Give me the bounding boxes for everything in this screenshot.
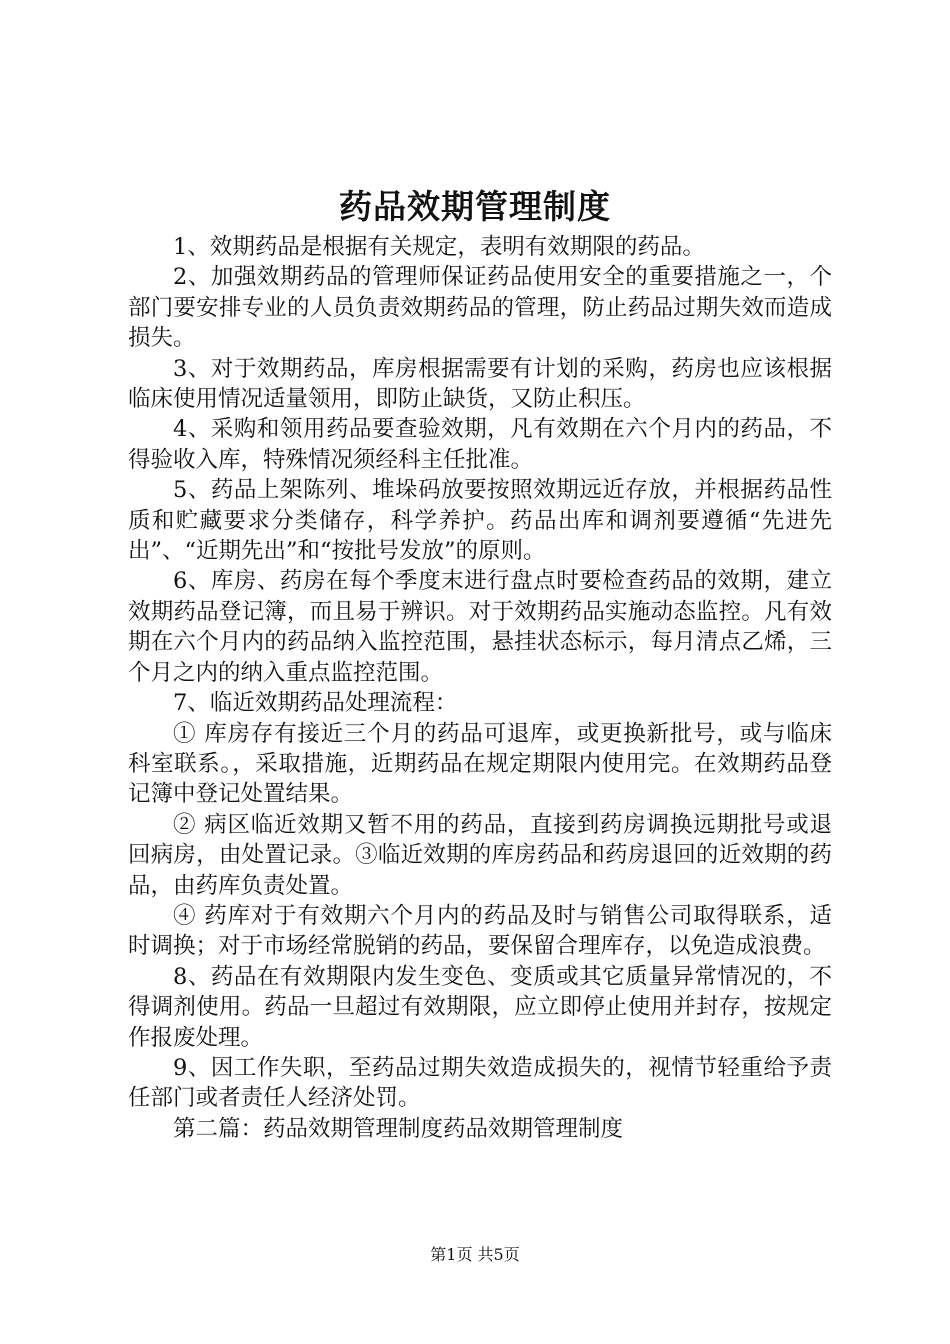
section-heading-part-two: 第二篇：药品效期管理制度药品效期管理制度	[173, 1115, 624, 1142]
paragraph-6: 6、库房、药房在每个季度末进行盘点时要检查药品的效期，建立效期药品登记簿，而且易于辨识。对于效期药品实施动态监控。凡有效期在六个月内的药品纳入监控范围，悬挂状态标示，每月清点乙烯，三个月之内的纳入重点监控范围。	[128, 568, 832, 686]
paragraph-5: 5、药品上架陈列、堆垛码放要按照效期远近存放，并根据药品性质和贮藏要求分类储存，科学养护。药品出库和调剂要遵循“先进先出”、“近期先出”和“按批号发放”的原则。	[128, 477, 832, 565]
paragraph-7-step-1: ① 库房存有接近三个月的药品可退库，或更换新批号，或与临床科室联系。，采取措施，近期药品在规定期限内使用完。在效期药品登记簿中登记处置结果。	[128, 720, 832, 808]
paragraph-7-step-2-3: ② 病区临近效期又暂不用的药品，直接到药房调换远期批号或退回病房，由处置记录。③临近效期的库房药品和药房退回的近效期的药品，由药库负责处置。	[128, 811, 832, 899]
paragraph-9: 9、因工作失职，至药品过期失效造成损失的，视情节轻重给予责任部门或者责任人经济处罚。	[128, 1054, 832, 1112]
document-title: 药品效期管理制度	[339, 187, 611, 226]
paragraph-7: 7、临近效期药品处理流程：	[173, 690, 458, 717]
paragraph-7-step-4: ④ 药库对于有效期六个月内的药品及时与销售公司取得联系，适时调换；对于市场经常脱销的药品，要保留合理库存，以免造成浪费。	[128, 902, 832, 960]
paragraph-1: 1、效期药品是根据有关规定，表明有效期限的药品。	[173, 234, 705, 260]
paragraph-8: 8、药品在有效期限内发生变色、变质或其它质量异常情况的，不得调剂使用。药品一旦超过有效期限，应立即停止使用并封存，按规定作报废处理。	[128, 963, 832, 1051]
document-body	[128, 232, 832, 1144]
page-number-footer: 第1页 共5页	[430, 1245, 520, 1264]
paragraph-4: 4、采购和领用药品要查验效期，凡有效期在六个月内的药品，不得验收入库，特殊情况须经科主任批准。	[128, 416, 832, 473]
paragraph-2: 2、加强效期药品的管理师保证药品使用安全的重要措施之一，个部门要安排专业的人员负责效期药品的管理，防止药品过期失效而造成损失。	[128, 264, 832, 352]
paragraph-3: 3、对于效期药品，库房根据需要有计划的采购，药房也应该根据临床使用情况适量领用，即防止缺货，又防止积压。	[128, 355, 832, 413]
